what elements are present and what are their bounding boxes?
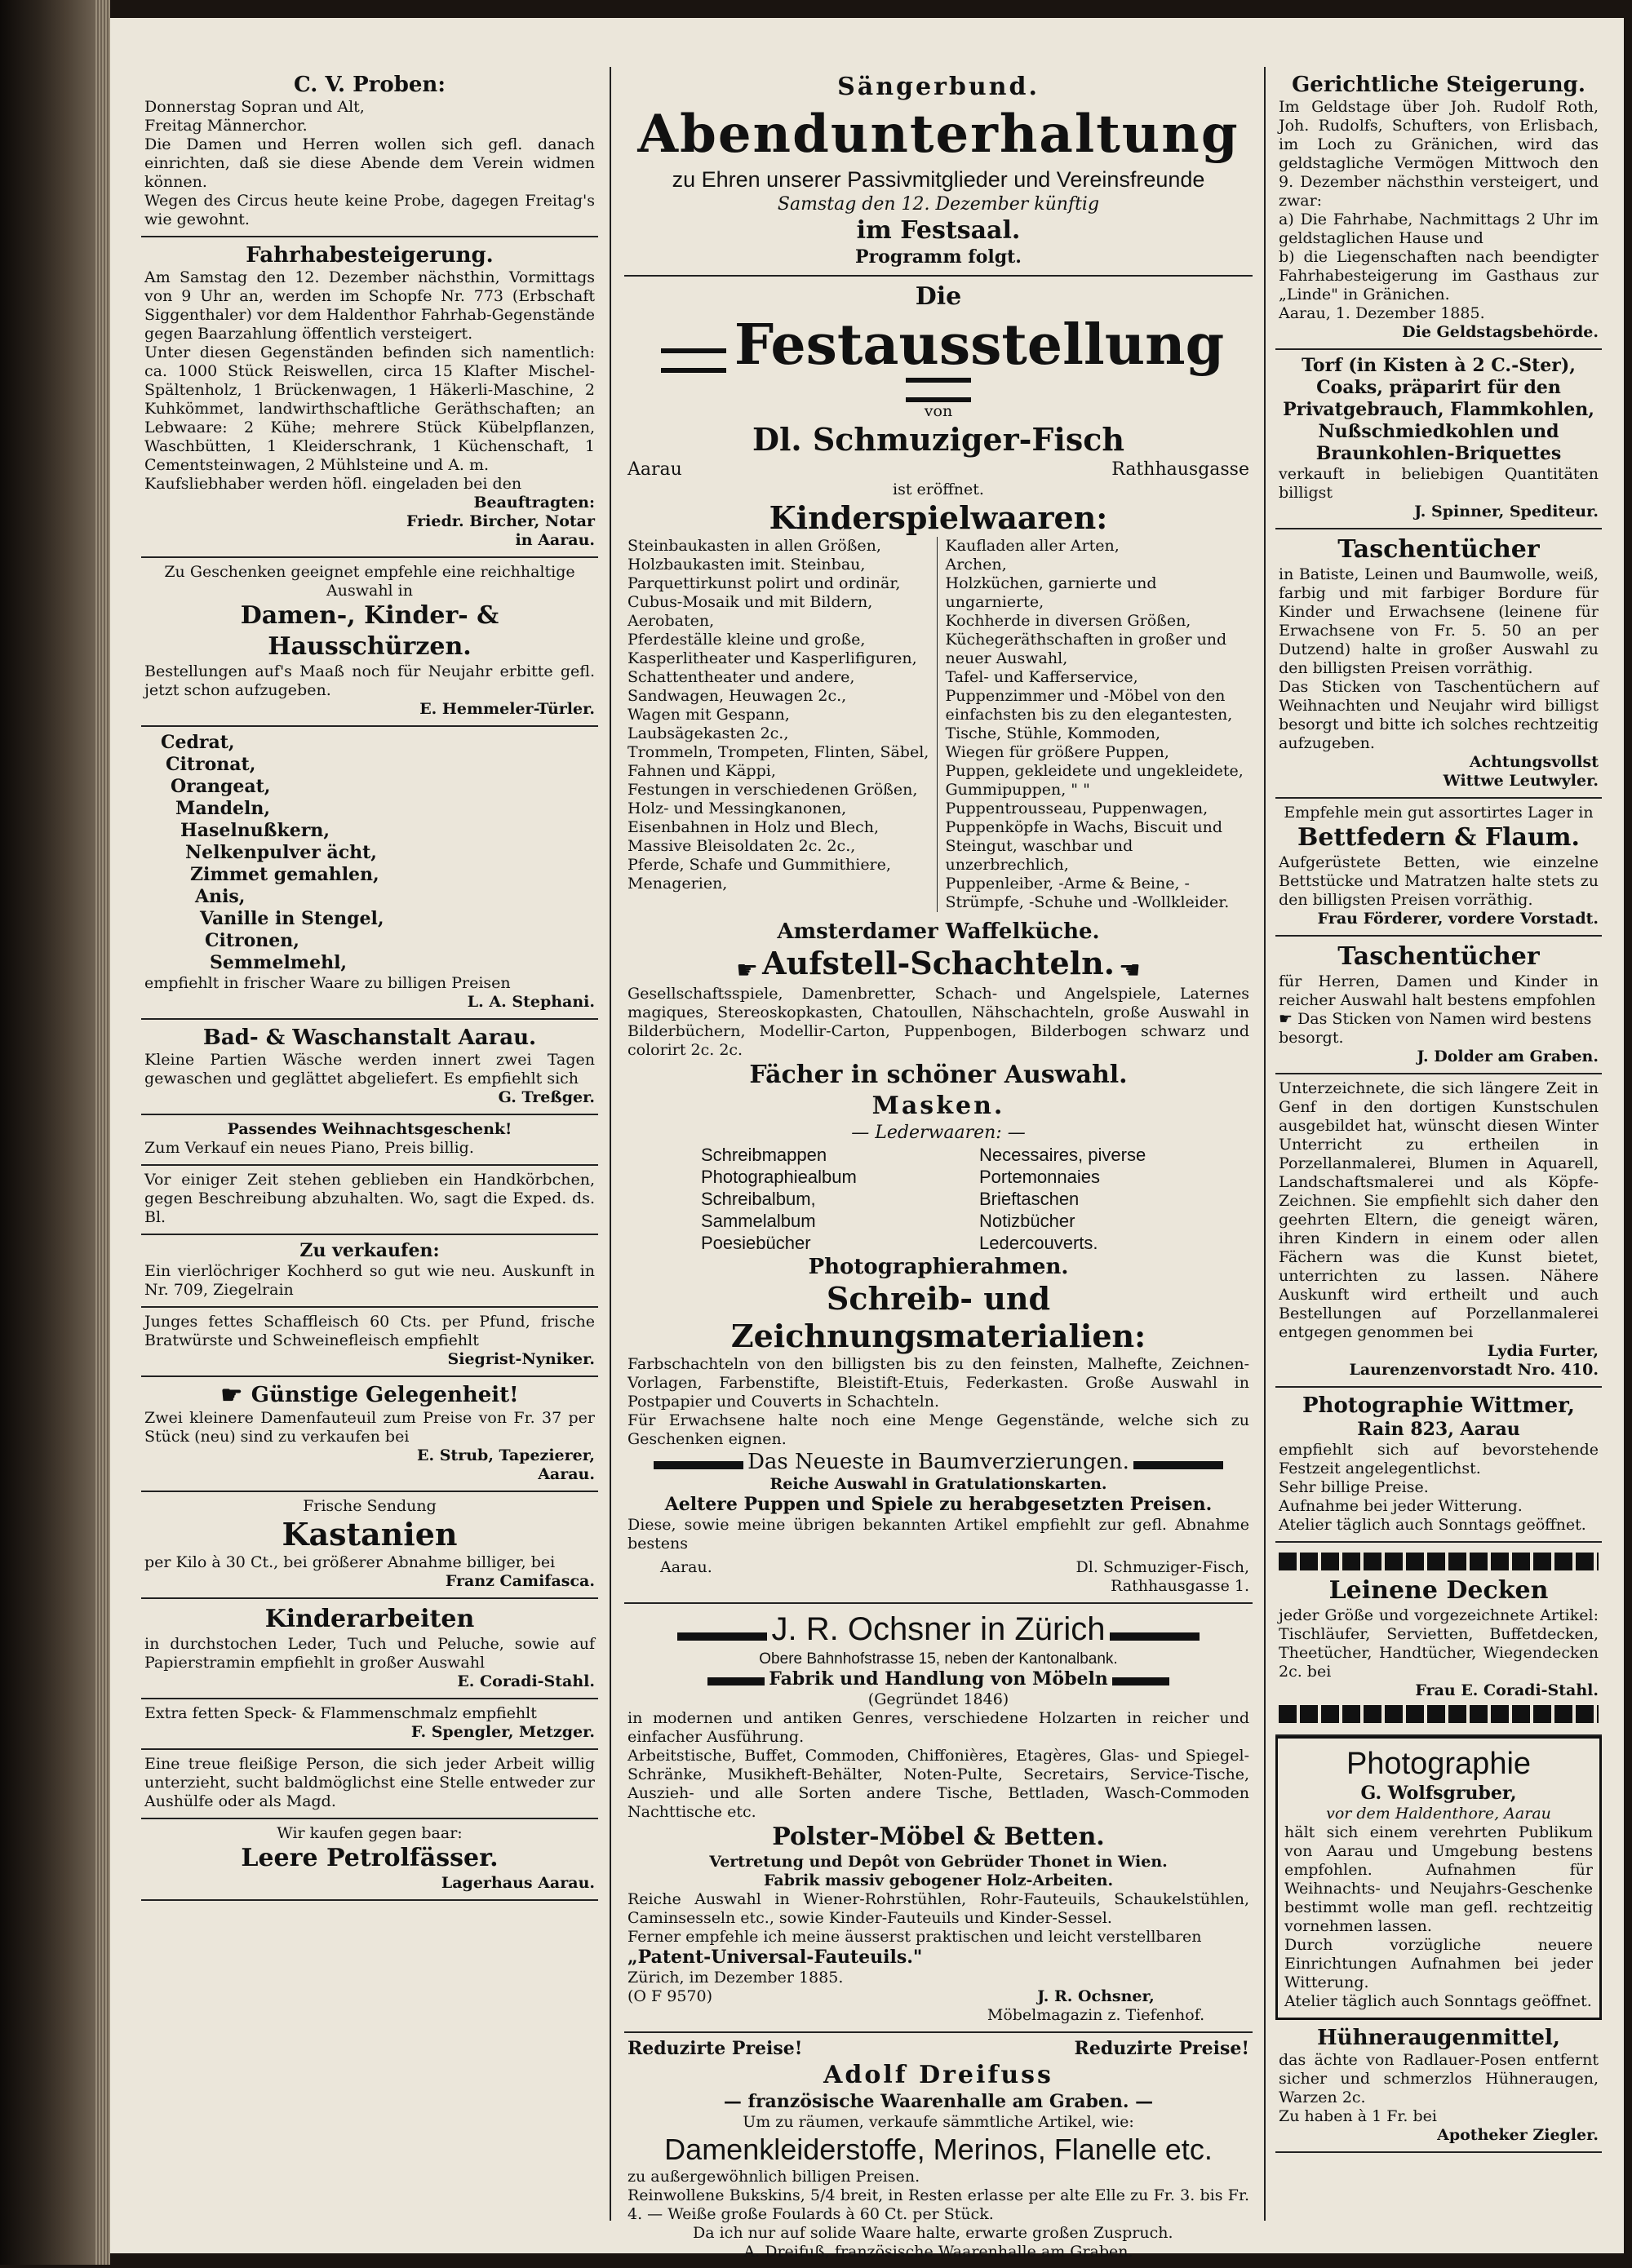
ad-title: Hühneraugenmittel, <box>1317 2026 1560 2050</box>
list-item: Menagerien, <box>628 875 728 893</box>
ad-title: Gerichtliche Steigerung. <box>1292 73 1585 97</box>
rule-left <box>654 1461 743 1469</box>
pointing-hand-right-icon: ☛ <box>736 956 758 985</box>
ad-date: Samstag den 12. Dezember künftig <box>777 194 1100 215</box>
ad-pre: Frische Sendung <box>303 1497 437 1515</box>
ad-block <box>1275 1388 1602 1543</box>
ad-signature: Beauftragten: <box>473 494 595 512</box>
list-item: Pferde, Schafe und Gummithiere, <box>628 856 891 874</box>
ad-title: Bad- & Waschanstalt Aarau. <box>202 1025 537 1050</box>
ad-line: Im Geldstage über Joh. Rudolf Roth, Joh. Rudolfs, Schufters, von Erlisbach, im Loch zu Gränichen, wird das geldstagliche Vermögen Mittwoch den 9. Dezember nächsthin versteigert, und zwar: <box>1279 98 1599 210</box>
ad-neu-row <box>628 1449 1249 1475</box>
item-entry: Citronat, <box>166 754 256 775</box>
ad-neu: Das Neueste in Baumverzierungen. <box>747 1450 1129 1474</box>
ad-line: Wegen des Circus heute keine Probe, dagegen Freitag's wie gewohnt. <box>144 192 595 228</box>
item-entry: Vanille in Stengel, <box>200 908 384 929</box>
ad-para-3: Reiche Auswahl in Wiener-Rohrstühlen, Rohr-Fauteuils, Schaukelstühlen, Caminsesseln etc., sowie Kinder-Fauteuils und Kinder-Sessel. <box>628 1890 1249 1927</box>
ad-signature: Frau E. Coradi-Stahl. <box>1415 1681 1599 1699</box>
ad-block <box>1275 529 1602 799</box>
rule-left <box>677 1632 767 1641</box>
ad-title <box>144 1382 595 1409</box>
ad-aufstell: Aufstell-Schachteln. <box>762 945 1115 981</box>
ad-signature: Aarau. <box>538 1465 595 1483</box>
ad-line: empfiehlt in frischer Waare zu billigen Preisen <box>144 974 511 992</box>
ad-place: im Festsaal. <box>856 216 1021 245</box>
ad-line: für Herren, Damen und Kinder in reicher Auswahl halt bestens empfohlen <box>1279 972 1599 1009</box>
ad-title: Passendes Weihnachtsgeschenk! <box>227 1120 512 1138</box>
ad-title: Photographie Wittmer, <box>1302 1393 1575 1418</box>
ad-faecher: Fächer in schöner Auswahl. <box>749 1061 1128 1089</box>
ad-signature: F. Spengler, Metzger. <box>410 1723 595 1741</box>
item-entry: Mandeln, <box>175 798 270 819</box>
list-item: Puppentrousseau, Puppenwagen, <box>945 800 1208 817</box>
ad-program: Programm folgt. <box>855 246 1022 268</box>
ad-line: Atelier täglich auch Sonntags geöffnet. <box>1279 1516 1586 1534</box>
rule-right <box>1133 1461 1223 1469</box>
ornament-bars-right <box>906 378 971 402</box>
ad-code: (O F 9570) <box>628 1987 713 2005</box>
ad-pre: Wir kaufen gegen baar: <box>277 1824 463 1842</box>
list-item: Holzbaukasten imit. Steinbau, <box>628 556 866 574</box>
ad-line: jeder Größe und vorgezeichnete Artikel: Tischläufer, Servietten, Buffetdecken, Theetücher, Handtücher, Wiegendecken 2c. bei <box>1279 1606 1599 1681</box>
ad-leder-heading: — Lederwaaren: — <box>851 1123 1026 1143</box>
ad-signature: A. Dreifuß, französische Waarenhalle am Graben. <box>743 2243 1133 2261</box>
ad-signature: Lagerhaus Aarau. <box>441 1874 595 1892</box>
ad-open: ist eröffnet. <box>893 481 984 498</box>
ad-note-text: Das Sticken von Namen wird bestens besorgt. <box>1279 1010 1592 1047</box>
list-item: Tische, Stühle, Kommoden, <box>945 724 1161 742</box>
ad-block <box>1275 67 1602 350</box>
ad-signature: Friedr. Bircher, Notar <box>406 512 595 530</box>
ad-signature: Lydia Furter, <box>1487 1342 1599 1360</box>
ad-location-row <box>628 458 1249 481</box>
chain-border-top <box>1279 1553 1599 1570</box>
ad-signature: Achtungsvollst <box>1469 753 1599 771</box>
item-entry: Orangeat, <box>171 776 271 797</box>
ad-para-bestens: Diese, sowie meine übrigen bekannten Artikel empfiehlt zur gefl. Abnahme bestens <box>628 1516 1249 1553</box>
ad-signature: Die Geldstagsbehörde. <box>1402 323 1599 341</box>
item-entry: Zimmet gemahlen, <box>190 864 379 885</box>
column-rule-1 <box>610 67 611 2221</box>
ad-title: Fahrhabesteigerung. <box>246 243 494 268</box>
item-entry: Nelkenpulver ächt, <box>185 842 377 863</box>
ad-line: b) die Liegenschaften nach beendigter Fahrhabesteigerung im Gasthaus zur „Linde" in Gränichen. <box>1279 248 1599 303</box>
ad-block <box>141 1699 598 1750</box>
list-item: Schreibmappen <box>701 1145 827 1165</box>
ad-block <box>141 1819 598 1901</box>
ad-signature: Franz Camifasca. <box>445 1572 595 1590</box>
ad-red-right: Reduzirte Preise! <box>1074 2038 1249 2059</box>
toy-list-left <box>628 537 938 912</box>
ad-sub2: vor dem Haldenthore, Aarau <box>1326 1805 1551 1823</box>
ad-line: Aarau, 1. Dezember 1885. <box>1279 304 1485 322</box>
ornament-bars-left <box>661 348 726 373</box>
pointing-hand-icon: ☛ <box>220 1381 251 1410</box>
list-item: Brieftaschen <box>979 1189 1080 1209</box>
ad-waffel: Amsterdamer Waffelküche. <box>777 919 1100 944</box>
leather-list <box>628 1144 1249 1254</box>
list-item: Puppenzimmer und -Möbel von den einfachsten bis zu den elegantesten, <box>945 687 1233 724</box>
ad-sub: G. Wolfsgruber, <box>1360 1783 1517 1804</box>
ad-title: Leere Petrolfässer. <box>241 1844 499 1872</box>
ad-schreib: Schreib- und Zeichnungsmaterialien: <box>730 1280 1146 1354</box>
ad-line: Zwei kleinere Damenfauteuil zum Preise von Fr. 37 per Stück (neu) sind zu verkaufen bei <box>144 1409 595 1446</box>
column-rule-2 <box>1264 67 1266 2221</box>
list-item: Archen, <box>945 556 1007 574</box>
ad-line: in Batiste, Leinen und Baumwolle, weiß, farbig und mit farbiger Bordure für Kinder und Erwachsene (leinene für Erwachsene von Fr. 5. 50 an per Dutzend) halte in großer Auswahl zu den billigsten Preisen vorräthig. <box>1279 565 1599 677</box>
ad-line: Atelier täglich auch Sonntags geöffnet. <box>1284 1992 1592 2010</box>
leather-list-right <box>979 1144 1249 1254</box>
list-item: Poesiebücher <box>701 1233 811 1253</box>
ad-title-row <box>628 1609 1249 1650</box>
column-center <box>624 67 1253 2268</box>
ad-block <box>141 1166 598 1235</box>
list-item: Aerobaten, <box>628 612 715 630</box>
ad-line: Kaufsliebhaber werden höfl. eingeladen bei den <box>144 475 522 493</box>
ad-street: Rathhausgasse <box>1111 459 1249 480</box>
list-item: Laubsägekasten 2c., <box>628 724 789 742</box>
ad-para-4: Da ich nur auf solide Waare halte, erwarte großen Zuspruch. <box>693 2224 1173 2242</box>
ad-line: Unterzeichnete, die sich längere Zeit in Genf in den dortigen Kunstschulen ausgebildet hat, wünscht diesen Winter Unterricht zu ertheilen in Porzellanmalerei, Blumen in Aquarell, Landschaftsmalerei und als Köpfe-Zeichnen. Sie empfiehlt sich daher den geehrten Eltern, die geneigt wären, ihren Kindern in einem oder allen Fächern was die Kunst bietet, unterrichten zu lassen. Nähere Auskunft wird ertheilt und auch Bestellungen auf Porzellanmalerei entgegen genommen bei <box>1279 1079 1599 1341</box>
ad-para-3: Reinwollene Bukskins, 5/4 breit, in Resten erlasse per alte Elle zu Fr. 3. bis Fr. 4. — Weiße große Foulards à 60 Ct. per Stück. <box>628 2186 1249 2223</box>
list-item: Portemonnaies <box>979 1167 1100 1187</box>
ad-fab-row <box>628 1668 1249 1690</box>
ad-sig-name: J. R. Ochsner, <box>1037 1987 1155 2005</box>
list-item: Schreibalbum, <box>701 1189 816 1209</box>
ad-line: Ein vierlöchriger Kochherd so gut wie neu. Auskunft in Nr. 709, Ziegelrain <box>144 1262 595 1299</box>
item-entry: Semmelmehl, <box>210 952 348 973</box>
list-item: Pferdeställe kleine und große, <box>628 631 866 649</box>
list-item: Puppen, gekleidete und ungekleidete, <box>945 762 1244 780</box>
ad-block <box>1275 1736 1602 2020</box>
list-item: Puppenleiber, -Arme & Beine, -Strümpfe, -Schuhe und -Wollkleider. <box>945 875 1230 911</box>
ad-photorahmen: Photographierahmen. <box>808 1255 1069 1279</box>
ad-signature-row <box>628 1558 1249 1596</box>
ad-big: Damenkleiderstoffe, Merinos, Flanelle etc. <box>664 2133 1213 2166</box>
list-item: Sammelalbum <box>701 1211 816 1231</box>
list-item: Gummipuppen, " " <box>945 781 1090 799</box>
ad-line: Donnerstag Sopran und Alt, <box>144 98 365 116</box>
ad-para-2: Arbeitstische, Buffet, Commoden, Chiffonières, Etagères, Glas- und Spiegel-Schränke, Musikheft-Behälter, Noten-Pulte, Secretairs, Service-Tische, Auszieh- und alle Sorten andere Tische, Bettladen, Wasch-Commoden Nachttische etc. <box>628 1747 1249 1821</box>
ad-title: Zu verkaufen: <box>299 1240 440 1261</box>
ad-signature: G. Treßger. <box>498 1088 595 1106</box>
list-item: Tafel- und Kafferservice, <box>945 668 1138 686</box>
ad-line: Am Samstag den 12. Dezember nächsthin, Vormittags von 9 Uhr an, werden im Schopfe Nr. 773 (Erbschaft Siggenthaler) vor dem Haldenthor Fahrhab-Gegenstände gegen Baarzahlung öffentlich versteigert. <box>144 268 595 343</box>
ad-pre: Zu Geschenken geeignet empfehle eine reichhaltige Auswahl in <box>164 563 575 600</box>
ad-para-1: in modernen und antiken Genres, verschiedene Holzarten in reicher und einfacher Ausführung. <box>628 1709 1249 1746</box>
ad-line: empfiehlt sich auf bevorstehende Festzeit angelegentlichst. <box>1279 1441 1599 1477</box>
ad-org: Sängerbund. <box>837 73 1040 101</box>
ad-para-games: Gesellschaftsspiele, Damenbretter, Schach- und Angelspiele, Laternes magiques, Stereoskopkasten, Chatoullen, Nähschachteln, große Auswahl in Bilderbüchern, Modellir-Carton, Puppenbogen, Bilderbogen schwarz und colorirt 2c. 2c. <box>628 985 1249 1059</box>
item-entry: Haselnußkern, <box>180 820 330 841</box>
ad-sig-city: Aarau. <box>660 1558 712 1576</box>
ad-block <box>141 1115 598 1166</box>
ad-block <box>141 1308 598 1377</box>
ad-title-row <box>628 312 1249 402</box>
ad-city: Aarau <box>628 459 682 480</box>
list-item: Festungen in verschiedenen Größen, <box>628 781 918 799</box>
ad-line: Kleine Partien Wäsche werden innert zwei Tagen gewaschen und geglättet abgeliefert. Es empfiehlt sich <box>144 1051 595 1087</box>
ad-line: Eine treue fleißige Person, die sich jeder Arbeit willig unterzieht, sucht baldmöglichst eine Stelle entweder zur Aushülfe oder als Magd. <box>144 1755 595 1810</box>
ad-masken: Masken. <box>871 1092 1005 1120</box>
ad-title: C. V. Proben: <box>294 73 446 97</box>
ad-line: Unter diesen Gegenständen befinden sich namentlich: ca. 1000 Stück Reiswellen, circa 15 Klafter Mischel-Spältenholz, 1 Brückenwagen, 1 Häkerli-Maschine, 2 Kuhkömmet, landwirthschaftliche Geräthschaften; an Lebwaare: 2 Kühe; mehrere Stück Kübelpflanzen, Waschbütten, 1 Kleiderschrank, 1 Küchenschaft, 1 Cementsteinwagen, 2 Mühlsteine und A. m. <box>144 343 595 474</box>
ad-title: Taschentücher <box>1337 535 1540 564</box>
item-entry: Anis, <box>195 886 246 907</box>
ad-block <box>141 1492 598 1599</box>
ad-signature: J. Dolder am Graben. <box>1417 1048 1599 1065</box>
ad-line: Durch vorzügliche neuere Einrichtungen Aufnahmen bei jeder Witterung. <box>1284 1936 1593 1991</box>
ad-section-kinderspielwaaren: Kinderspielwaaren: <box>769 499 1108 536</box>
list-item: Ledercouverts. <box>979 1233 1098 1253</box>
ad-line: Sehr billige Preise. <box>1279 1478 1429 1496</box>
toy-list-right <box>946 537 1250 912</box>
ad-red-row <box>628 2038 1249 2060</box>
list-item: Notizbücher <box>979 1211 1075 1231</box>
ad-von: von <box>924 402 953 420</box>
ad-block <box>1275 1543 1602 1736</box>
ad-line: Zu haben à 1 Fr. bei <box>1279 2107 1437 2125</box>
ad-red-left: Reduzirte Preise! <box>628 2038 803 2059</box>
ad-signature: L. A. Stephani. <box>467 993 595 1011</box>
toy-list <box>628 537 1249 912</box>
ad-title-text: Günstige Gelegenheit! <box>251 1383 519 1407</box>
ad-ochsner <box>624 1604 1253 2033</box>
list-item: Parquettirkunst polirt und ordinär, <box>628 574 901 592</box>
ad-line: das ächte von Radlauer-Posen entfernt sicher und schmerzlos Hühneraugen, Warzen 2c. <box>1279 2051 1599 2106</box>
ad-block <box>141 1020 598 1115</box>
list-item: Holzküchen, garnierte und ungarnierte, <box>945 574 1157 611</box>
ad-thonet: Vertretung und Depôt von Gebrüder Thonet in Wien. <box>709 1853 1168 1871</box>
list-item: Holz- und Messingkanonen, <box>628 800 847 817</box>
ad-line: Extra fetten Speck- & Flammenschmalz empfiehlt <box>144 1704 537 1722</box>
ad-sig-street: Rathhausgasse 1. <box>1111 1577 1249 1595</box>
list-item: Necessaires, piverse <box>979 1145 1146 1165</box>
ad-pre: Empfehle mein gut assortirtes Lager in <box>1284 804 1594 822</box>
ad-signature: in Aarau. <box>515 531 595 549</box>
rule-right <box>1112 1677 1169 1685</box>
ad-signature: E. Hemmeler-Türler. <box>419 700 595 718</box>
ad-festausstellung <box>624 277 1253 1604</box>
ad-dreifuss <box>624 2033 1253 2268</box>
item-entry: Cedrat, <box>161 732 235 753</box>
ad-block <box>1275 1074 1602 1388</box>
ad-aufstell-row <box>628 945 1249 985</box>
ad-signature: Frau Förderer, vordere Vorstadt. <box>1317 910 1599 928</box>
ad-year: (Gegründet 1846) <box>867 1690 1009 1708</box>
ad-title: Leinene Decken <box>1328 1576 1549 1605</box>
ad-title: Kinderarbeiten <box>264 1605 475 1633</box>
ad-polster: Polster-Möbel & Betten. <box>772 1823 1105 1851</box>
ad-note <box>1279 1010 1599 1048</box>
list-item: Photographiealbum <box>701 1167 857 1187</box>
ad-saengerbund <box>624 67 1253 277</box>
ad-aeltere: Aeltere Puppen und Spiele zu herabgesetzten Preisen. <box>664 1494 1213 1515</box>
ad-title: Photographie <box>1346 1747 1532 1781</box>
list-item: Sandwagen, Heuwagen 2c., <box>628 687 847 705</box>
ad-para-farben: Farbschachteln von den billigsten bis zu den feinsten, Malhefte, Zeichnen-Vorlagen, Farbenstifte, Bleistift-Etuis, Federkasten. Große Auswahl in Postpapier und Couverts in Schachteln. <box>628 1355 1249 1411</box>
list-item: Küchegeräthschaften in großer und neuer Auswahl, <box>945 631 1227 667</box>
list-item: Kaufladen aller Arten, <box>945 537 1120 555</box>
ad-signature: Laurenzenvorstadt Nro. 410. <box>1349 1361 1599 1379</box>
chain-border-bottom <box>1279 1705 1599 1723</box>
list-item: Cubus-Mosaik und mit Bildern, <box>628 593 873 611</box>
ad-para-1: Um zu räumen, verkaufe sämmtliche Artikel, wie: <box>743 2113 1134 2131</box>
rule-right <box>1110 1632 1200 1641</box>
list-item: Massive Bleisoldaten 2c. 2c., <box>628 837 856 855</box>
ad-para-4: Ferner empfehle ich meine äusserst praktischen und leicht verstellbaren <box>628 1928 1202 1946</box>
ad-signature: Siegrist-Nyniker. <box>447 1350 595 1368</box>
ad-sig-place: Möbelmagazin z. Tiefenhof. <box>987 2006 1205 2024</box>
leather-list-left <box>701 1144 971 1254</box>
ad-signature: Wittwe Leutwyler. <box>1443 772 1599 790</box>
ad-signature: J. Spinner, Spediteur. <box>1414 503 1599 520</box>
list-item: Trommeln, Trompeten, Flinten, Säbel, Fahnen und Käppi, <box>628 743 929 780</box>
list-item: Eisenbahnen in Holz und Blech, <box>628 818 880 836</box>
ad-sig-name: Dl. Schmuziger-Fisch, <box>1075 1558 1249 1576</box>
list-item: Wagen mit Gespann, <box>628 706 790 724</box>
ad-block <box>1275 937 1602 1074</box>
ad-gratul: Reiche Auswahl in Gratulationskarten. <box>769 1475 1107 1493</box>
column-right <box>1275 67 1602 2153</box>
ad-block <box>141 1377 598 1492</box>
ad-line: Die Damen und Herren wollen sich gefl. danach einrichten, daß sie diese Abende dem Verein widmen können. <box>144 135 595 191</box>
ad-line: hält sich einem verehrten Publikum von Aarau und Umgebung bestens empfohlen. Aufnahmen für Weihnachts- und Neujahrs-Geschenke bestimmt wolle man gefl. rechtzeitig vornehmen lassen. <box>1284 1823 1593 1935</box>
ad-line: Freitag Männerchor. <box>144 117 308 135</box>
ad-line: Junges fettes Schaffleisch 60 Cts. per Pfund, frische Bratwürste und Schweinefleisch empfiehlt <box>144 1313 595 1349</box>
ad-block <box>141 237 598 558</box>
ad-patent: „Patent-Universal-Fauteuils." <box>628 1947 923 1968</box>
item-entry: Citronen, <box>205 930 299 951</box>
column-left <box>141 67 598 1901</box>
ad-block <box>141 1235 598 1308</box>
list-item: Kasperlitheater und Kasperlifiguren, <box>628 649 917 667</box>
list-item: Steinbaukasten in allen Größen, <box>628 537 881 555</box>
ad-line: verkauft in beliebigen Quantitäten billigst <box>1279 465 1599 502</box>
ad-block <box>1275 2020 1602 2153</box>
ad-signature-row <box>628 1987 1249 2025</box>
ad-title: Festausstellung <box>734 312 1225 378</box>
pointing-hand-left-icon: ☚ <box>1119 956 1141 985</box>
list-item: Puppenköpfe in Wachs, Biscuit und Steingut, waschbar und unzerbrechlich, <box>945 818 1223 874</box>
ad-line: in durchstochen Leder, Tuch und Peluche, sowie auf Papierstramin empfiehlt in großer Auswahl <box>144 1635 595 1672</box>
ad-title: Adolf Dreifuss <box>823 2061 1053 2089</box>
ad-address: Obere Bahnhofstrasse 15, neben der Kantonalbank. <box>759 1650 1118 1668</box>
ad-name: Dl. Schmuziger-Fisch <box>752 421 1125 458</box>
ad-block <box>141 558 598 727</box>
ad-signature: Apotheker Ziegler. <box>1437 2126 1599 2144</box>
ad-line: per Kilo à 30 Ct., bei größerer Abnahme billiger, bei <box>144 1553 556 1571</box>
ad-signature: E. Coradi-Stahl. <box>457 1672 595 1690</box>
ad-block <box>1275 799 1602 937</box>
ad-block <box>141 67 598 237</box>
ad-title: J. R. Ochsner in Zürich <box>771 1611 1106 1647</box>
list-item: Kochherde in diversen Größen, <box>945 612 1191 630</box>
ad-title: Taschentücher <box>1337 942 1540 971</box>
rule-left <box>707 1677 765 1685</box>
ad-para-2: zu außergewöhnlich billigen Preisen. <box>628 2168 920 2186</box>
ad-title: Bettfedern & Flaum. <box>1297 823 1580 852</box>
ad-line: Aufgerüstete Betten, wie einzelne Bettstücke und Matratzen halte stets zu den billigsten Preisen vorräthig. <box>1279 853 1599 909</box>
ad-signature: E. Strub, Tapezierer, <box>417 1446 595 1464</box>
ad-line: Zum Verkauf ein neues Piano, Preis billig. <box>144 1139 474 1157</box>
ad-line: Bestellungen auf's Maaß noch für Neujahr erbitte gefl. jetzt schon aufzugeben. <box>144 662 595 699</box>
ad-block <box>141 1599 598 1699</box>
ad-sub: zu Ehren unserer Passivmitglieder und Vereinsfreunde <box>672 167 1205 192</box>
ad-title: Abendunterhaltung <box>637 104 1240 165</box>
ad-title: Damen-, Kinder- & Hausschürzen. <box>240 601 499 661</box>
list-item: Wiegen für größere Puppen, <box>945 743 1169 761</box>
ad-massiv: Fabrik massiv gebogener Holz-Arbeiten. <box>763 1872 1114 1889</box>
pointing-hand-icon: ☛ <box>1279 1010 1298 1028</box>
ad-para-erwachsene: Für Erwachsene halte noch eine Menge Gegenstände, welche sich zu Geschenken eignen. <box>628 1411 1249 1448</box>
book-binding-gutter <box>0 0 110 2265</box>
ad-block <box>1275 350 1602 529</box>
ad-fab: Fabrik und Handlung von Möbeln <box>769 1668 1108 1690</box>
ad-die: Die <box>915 282 962 311</box>
ad-block <box>141 727 598 1020</box>
ad-line: Vor einiger Zeit stehen geblieben ein Handkörbchen, gegen Beschreibung abzuhalten. Wo, sagt die Exped. ds. Bl. <box>144 1171 595 1226</box>
ad-title: Torf (in Kisten à 2 C.-Ster), Coaks, präparirt für den Privatgebrauch, Flammkohlen, Nußschmiedkohlen und Braunkohlen-Briquettes <box>1283 355 1594 464</box>
ad-line: Das Sticken von Taschentüchern auf Weihnachten und Neujahr wird billigst besorgt und bitte ich solches rechtzeitig aufzugeben. <box>1279 678 1599 752</box>
list-item: Schattentheater und andere, <box>628 668 855 686</box>
newspaper-page <box>110 18 1624 2261</box>
ad-line: Aufnahme bei jeder Witterung. <box>1279 1497 1523 1515</box>
ad-sub: Rain 823, Aarau <box>1357 1419 1520 1440</box>
ad-block <box>141 1750 598 1819</box>
ad-line: a) Die Fahrhabe, Nachmittags 2 Uhr im geldstaglichen Hause und <box>1279 210 1599 247</box>
ad-sub: — französische Waarenhalle am Graben. — <box>723 2091 1154 2112</box>
ad-title: Kastanien <box>282 1516 458 1553</box>
ad-date: Zürich, im Dezember 1885. <box>628 1969 844 1987</box>
